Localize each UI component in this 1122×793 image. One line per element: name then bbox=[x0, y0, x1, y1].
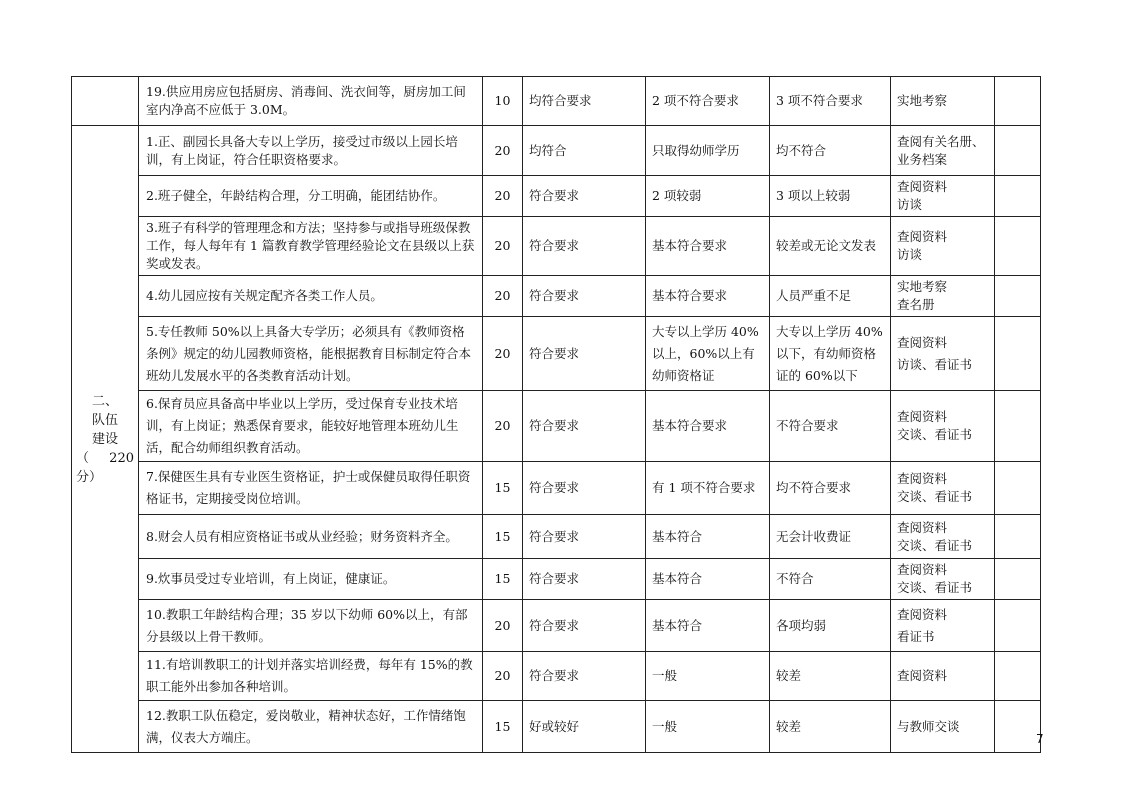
method bbox=[891, 391, 995, 462]
grade-a: 好或较好 bbox=[523, 701, 646, 753]
item-text: 9.炊事员受过专业培训，有上岗证，健康证。 bbox=[139, 559, 483, 600]
grade-b: 一般 bbox=[646, 652, 770, 701]
method-line: 交谈、看证书 bbox=[897, 489, 973, 504]
method-line: 查阅资料 bbox=[897, 334, 948, 350]
grade-b: 基本符合要求 bbox=[646, 217, 770, 276]
grade-c: 较差 bbox=[770, 652, 891, 701]
table-row bbox=[72, 600, 1041, 652]
remark bbox=[995, 515, 1041, 559]
grade-a: 符合要求 bbox=[523, 176, 646, 217]
score: 20 bbox=[483, 391, 523, 462]
grade-c: 人员严重不足 bbox=[770, 276, 891, 317]
grade-c: 无会计收费证 bbox=[770, 515, 891, 559]
method bbox=[891, 600, 995, 652]
remark bbox=[995, 391, 1041, 462]
method-line: 交谈、看证书 bbox=[897, 537, 973, 553]
grade-a: 符合要求 bbox=[523, 515, 646, 559]
remark bbox=[995, 77, 1041, 126]
method bbox=[891, 462, 995, 515]
method bbox=[891, 276, 995, 317]
remark bbox=[995, 176, 1041, 217]
method-line: 看证书 bbox=[897, 628, 935, 644]
method-line: 实地考察 bbox=[897, 279, 948, 294]
score: 15 bbox=[483, 515, 523, 559]
method-line: 查阅资料 bbox=[897, 179, 948, 194]
category-line: 分） bbox=[76, 469, 103, 485]
method bbox=[891, 176, 995, 217]
remark bbox=[995, 600, 1041, 652]
grade-b: 有 1 项不符合要求 bbox=[646, 462, 770, 515]
score: 15 bbox=[483, 701, 523, 753]
method-line: 交谈、看证书 bbox=[897, 580, 973, 595]
grade-b: 基本符合 bbox=[646, 600, 770, 652]
grade-c: 大专以上学历 40%以下，有幼师资格证的 60%以下 bbox=[770, 317, 891, 391]
category-cell bbox=[72, 126, 139, 753]
grade-b: 2 项较弱 bbox=[646, 176, 770, 217]
remark bbox=[995, 317, 1041, 391]
method bbox=[891, 515, 995, 559]
grade-a: 均符合 bbox=[523, 126, 646, 176]
grade-c: 3 项不符合要求 bbox=[770, 77, 891, 126]
grade-b: 基本符合要求 bbox=[646, 276, 770, 317]
item-text: 6.保育员应具备高中毕业以上学历，受过保育专业技术培训，有上岗证；熟悉保育要求，能较好地管理本班幼儿生活，配合幼师组织教育活动。 bbox=[139, 391, 483, 462]
item-text: 2.班子健全，年龄结构合理，分工明确，能团结协作。 bbox=[139, 176, 483, 217]
method-line: 业务档案 bbox=[897, 151, 948, 167]
grade-b: 大专以上学历 40%以上，60%以上有幼师资格证 bbox=[646, 317, 770, 391]
grade-c: 较差 bbox=[770, 701, 891, 753]
grade-b: 2 项不符合要求 bbox=[646, 77, 770, 126]
grade-a: 符合要求 bbox=[523, 317, 646, 391]
remark bbox=[995, 126, 1041, 176]
method-line: 查名册 bbox=[897, 297, 935, 312]
grade-a: 符合要求 bbox=[523, 391, 646, 462]
category-line: （ 220 bbox=[76, 450, 134, 466]
method-line: 查阅资料 bbox=[897, 519, 948, 535]
score: 20 bbox=[483, 276, 523, 317]
method bbox=[891, 701, 995, 753]
evaluation-table bbox=[71, 76, 1041, 753]
method-line: 访谈、看证书 bbox=[897, 356, 973, 372]
score: 20 bbox=[483, 600, 523, 652]
method bbox=[891, 126, 995, 176]
score: 20 bbox=[483, 217, 523, 276]
method-line: 查阅资料 bbox=[897, 229, 948, 244]
page-number: 7 bbox=[1036, 732, 1044, 746]
category-cell-blank bbox=[72, 77, 139, 126]
score: 20 bbox=[483, 317, 523, 391]
grade-c: 3 项以上较弱 bbox=[770, 176, 891, 217]
table-row bbox=[72, 276, 1041, 317]
item-text: 8.财会人员有相应资格证书或从业经验；财务资料齐全。 bbox=[139, 515, 483, 559]
table-row bbox=[72, 701, 1041, 753]
grade-c: 均不符合 bbox=[770, 126, 891, 176]
grade-b: 基本符合 bbox=[646, 559, 770, 600]
grade-c: 较差或无论文发表 bbox=[770, 217, 891, 276]
method-line: 访谈 bbox=[897, 247, 923, 262]
item-text: 3.班子有科学的管理理念和方法；坚持参与或指导班级保教工作，每人每年有 1 篇教育教学管理经验论文在县级以上获奖或发表。 bbox=[139, 217, 483, 276]
grade-a: 符合要求 bbox=[523, 559, 646, 600]
method-line: 查阅资料 bbox=[897, 471, 948, 486]
item-text: 4.幼儿园应按有关规定配齐各类工作人员。 bbox=[139, 276, 483, 317]
table-row bbox=[72, 391, 1041, 462]
grade-a: 符合要求 bbox=[523, 217, 646, 276]
method bbox=[891, 317, 995, 391]
method-line: 与教师交谈 bbox=[897, 718, 960, 734]
grade-b: 一般 bbox=[646, 701, 770, 753]
method-line: 实地考察 bbox=[897, 93, 948, 108]
table-row bbox=[72, 462, 1041, 515]
item-text: 11.有培训教职工的计划并落实培训经费，每年有 15%的教职工能外出参加各种培训。 bbox=[139, 652, 483, 701]
table-row bbox=[72, 559, 1041, 600]
method bbox=[891, 652, 995, 701]
grade-a: 符合要求 bbox=[523, 462, 646, 515]
method-line: 交谈、看证书 bbox=[897, 427, 973, 442]
item-text: 7.保健医生具有专业医生资格证，护士或保健员取得任职资格证书，定期接受岗位培训。 bbox=[139, 462, 483, 515]
table-row bbox=[72, 515, 1041, 559]
remark bbox=[995, 559, 1041, 600]
category-line: 队伍 bbox=[91, 412, 118, 428]
table-row bbox=[72, 126, 1041, 176]
remark bbox=[995, 276, 1041, 317]
method-line: 查阅资料 bbox=[897, 606, 948, 622]
category-line: 二、 bbox=[91, 393, 118, 409]
table-body bbox=[72, 77, 1041, 753]
remark bbox=[995, 462, 1041, 515]
score: 15 bbox=[483, 462, 523, 515]
method-line: 查阅资料 bbox=[897, 668, 948, 683]
method-line: 查阅有关名册、 bbox=[897, 133, 985, 149]
remark bbox=[995, 217, 1041, 276]
table-row bbox=[72, 77, 1041, 126]
item-text: 1.正、副园长具备大专以上学历，接受过市级以上园长培训，有上岗证，符合任职资格要求。 bbox=[139, 126, 483, 176]
grade-a: 均符合要求 bbox=[523, 77, 646, 126]
table-row bbox=[72, 317, 1041, 391]
method bbox=[891, 77, 995, 126]
grade-c: 不符合 bbox=[770, 559, 891, 600]
grade-b: 基本符合 bbox=[646, 515, 770, 559]
score: 10 bbox=[483, 77, 523, 126]
grade-b: 只取得幼师学历 bbox=[646, 126, 770, 176]
remark bbox=[995, 701, 1041, 753]
score: 20 bbox=[483, 126, 523, 176]
method bbox=[891, 217, 995, 276]
score: 20 bbox=[483, 652, 523, 701]
grade-a: 符合要求 bbox=[523, 276, 646, 317]
category-line: 建设 bbox=[91, 431, 118, 447]
table-row bbox=[72, 217, 1041, 276]
item-text: 5.专任教师 50%以上具备大专学历；必须具有《教师资格条例》规定的幼儿园教师资格，能根据教育目标制定符合本班幼儿发展水平的各类教育活动计划。 bbox=[139, 317, 483, 391]
item-text: 10.教职工年龄结构合理；35 岁以下幼师 60%以上，有部分县级以上骨干教师。 bbox=[139, 600, 483, 652]
remark bbox=[995, 652, 1041, 701]
method-line: 查阅资料 bbox=[897, 562, 948, 577]
grade-a: 符合要求 bbox=[523, 600, 646, 652]
item-text: 19.供应用房应包括厨房、消毒间、洗衣间等，厨房加工间室内净高不应低于 3.0M。 bbox=[139, 77, 483, 126]
grade-a: 符合要求 bbox=[523, 652, 646, 701]
grade-c: 均不符合要求 bbox=[770, 462, 891, 515]
method bbox=[891, 559, 995, 600]
grade-c: 各项均弱 bbox=[770, 600, 891, 652]
grade-c: 不符合要求 bbox=[770, 391, 891, 462]
table-row bbox=[72, 176, 1041, 217]
method-line: 查阅资料 bbox=[897, 409, 948, 424]
item-text: 12.教职工队伍稳定，爱岗敬业，精神状态好，工作情绪饱满，仪表大方端庄。 bbox=[139, 701, 483, 753]
grade-b: 基本符合要求 bbox=[646, 391, 770, 462]
score: 15 bbox=[483, 559, 523, 600]
method-line: 访谈 bbox=[897, 197, 923, 212]
table-row bbox=[72, 652, 1041, 701]
score: 20 bbox=[483, 176, 523, 217]
